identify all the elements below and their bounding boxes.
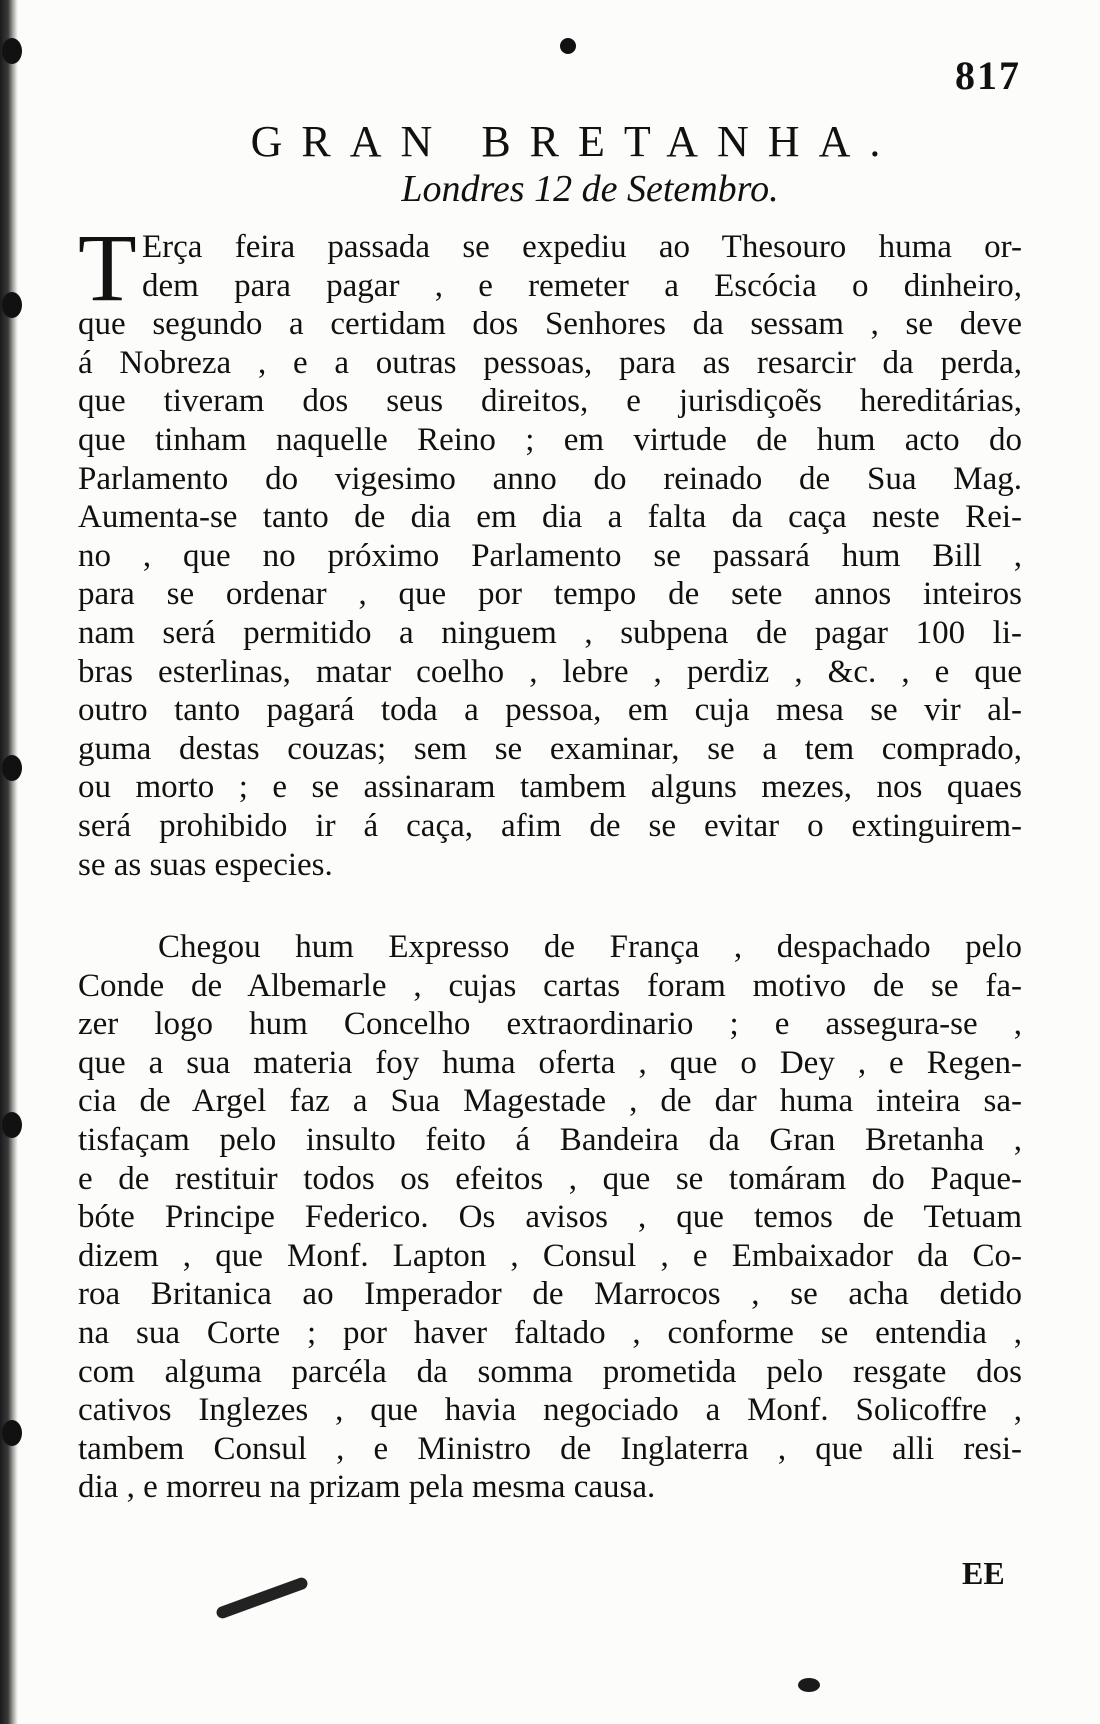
binding-hole: [2, 755, 22, 781]
text-line: bras esterlinas, matar coelho , lebre , perdiz , &c. , e que: [78, 653, 1022, 690]
page-number: 817: [955, 53, 1021, 98]
text-line: e de restituir todos os efeitos , que se tomáram do Paque-: [78, 1160, 1022, 1197]
text-line: roa Britanica ao Imperador de Marrocos , se acha detido: [78, 1276, 1022, 1313]
text-line: ou morto ; e se assinaram tambem alguns mezes, nos quaes: [78, 769, 1022, 806]
text-line: Chegou hum Expresso de França , despachado pelo: [158, 929, 1022, 965]
ink-stroke: [215, 1576, 309, 1620]
text-line: que a sua materia foy huma oferta , que o Dey , e Regen-: [78, 1044, 1022, 1081]
drop-cap: T: [78, 214, 137, 321]
text-line: dizem , que Monf. Lapton , Consul , e Embaixador da Co-: [78, 1237, 1022, 1274]
text-line: Aumenta-se tanto de dia em dia a falta da caça neste Rei-: [78, 499, 1022, 536]
text-line: guma destas couzas; sem se examinar, se a tem comprado,: [78, 730, 1022, 767]
text-line: zer logo hum Concelho extraordinario ; e assegura-se ,: [78, 1006, 1022, 1043]
binding-edge: [0, 0, 18, 1724]
text-line: será prohibido ir á caça, afim de se evitar o extinguirem-: [78, 807, 1022, 844]
paragraph-2: [78, 928, 1022, 1507]
text-line: que tiveram dos seus direitos, e jurisdiçoẽs hereditárias,: [78, 383, 1022, 420]
binding-hole: [2, 38, 22, 64]
text-line: cia de Argel faz a Sua Magestade , de dar huma inteira sa-: [78, 1083, 1022, 1120]
text-line: com alguma parcéla da somma prometida pelo resgate dos: [78, 1353, 1022, 1390]
text-line: se as suas especies.: [78, 846, 333, 883]
text-line: cativos Inglezes , que havia negociado a Monf. Solicoffre ,: [78, 1392, 1022, 1429]
text-line: bóte Principe Federico. Os avisos , que temos de Tetuam: [78, 1199, 1022, 1236]
dateline: Londres 12 de Setembro.: [401, 168, 779, 210]
text-line: dem para pagar , e remeter a Escócia o dinheiro,: [142, 267, 1022, 304]
ink-spot: [560, 38, 576, 54]
section-title: GRAN BRETANHA.: [250, 117, 900, 166]
binding-hole: [2, 1112, 22, 1138]
text-line: tisfaçam pelo insulto feito á Bandeira da Gran Bretanha ,: [78, 1121, 1022, 1158]
text-line: para se ordenar , que por tempo de sete annos inteiros: [78, 576, 1022, 613]
catchword: EE: [962, 1555, 1005, 1591]
binding-hole: [2, 1420, 22, 1446]
text-line: que tinham naquelle Reino ; em virtude de hum acto do: [78, 421, 1022, 458]
text-line: Parlamento do vigesimo anno do reinado de Sua Mag.: [78, 460, 1022, 497]
text-line: nam será permitido a ninguem , subpena de pagar 100 li-: [78, 614, 1022, 651]
text-line: dia , e morreu na prizam pela mesma causa.: [78, 1469, 656, 1506]
text-line: tambem Consul , e Ministro de Inglaterra , que alli resi-: [78, 1430, 1022, 1467]
binding-hole: [2, 292, 22, 318]
text-line: Conde de Albemarle , cujas cartas foram motivo de se fa-: [78, 967, 1022, 1004]
paragraph-1: [78, 214, 1022, 884]
text-line: outro tanto pagará toda a pessoa, em cuja mesa se vir al-: [78, 692, 1022, 729]
text-line: á Nobreza , e a outras pessoas, para as resarcir da perda,: [78, 344, 1022, 381]
text-line: na sua Corte ; por haver faltado , conforme se entendia ,: [78, 1314, 1022, 1351]
text-line: que segundo a certidam dos Senhores da sessam , se deve: [78, 306, 1022, 343]
text-line: no , que no próximo Parlamento se passará hum Bill ,: [78, 537, 1022, 574]
text-line: Erça feira passada se expediu ao Thesouro huma or-: [142, 229, 1022, 265]
ink-spot: [798, 1678, 820, 1692]
